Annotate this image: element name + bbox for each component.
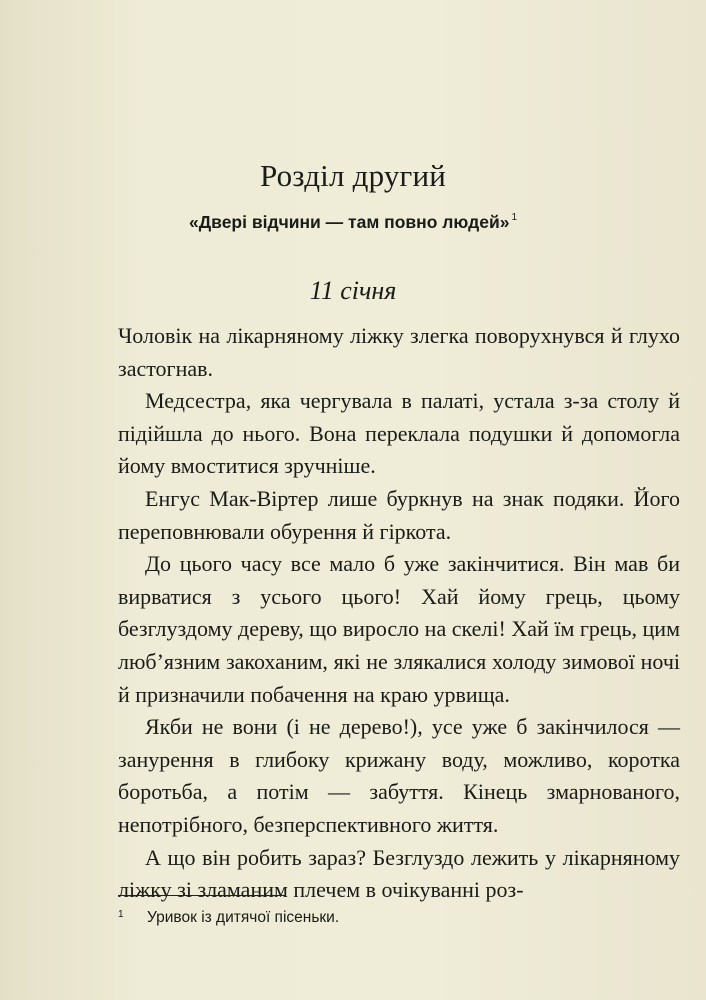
paragraph: Енгус Мак-Віртер лише буркнув на знак подяки. Його переповнювали обурення й гіркота. — [118, 485, 680, 544]
chapter-epigraph — [0, 212, 706, 233]
paragraph: А що він робить зараз? Безглуздо лежить у лікарняному ліжку зі зламаним плечем в очікуванні роз- — [118, 844, 680, 903]
footnote-reference: 1 — [511, 212, 518, 223]
body-text — [118, 320, 680, 907]
epigraph-text: «Двері відчини — там повно людей» — [188, 212, 510, 232]
paragraph: Чоловік на лікарняному ліжку злегка поворухнувся й глухо застогнав. — [118, 323, 680, 381]
paragraph: До цього часу все мало б уже закінчитися. Він мав би вирватися з усього цього! Хай йому грець, цьому безглуздому дереву, що виросло на скелі! Хай їм грець, цим люб’язним закоханим, які не злякалися холоду зимової ночі й призначили побачення на краю урвища. — [118, 551, 680, 707]
footnote-text: Уривок із дитячої пісеньки. — [147, 909, 340, 926]
chapter-title: Розділ другий — [259, 158, 447, 193]
entry-date: 11 січня — [309, 276, 397, 305]
paragraph: Якби не вони (і не дерево!), усе уже б закінчилося — занурення в глибоку крижану воду, можливо, коротка боротьба, а потім — забуття. Кінець змарнованого, непотрібного, безперспективного життя. — [118, 714, 680, 837]
paragraph: Медсестра, яка чергувала в палаті, устала з-за столу й підійшла до нього. Вона переклала подушки й допомогла йому вмоститися зручніше. — [118, 388, 680, 479]
footnote — [118, 909, 678, 927]
footnote-divider — [118, 895, 286, 896]
footnote-mark: 1 — [118, 909, 124, 920]
